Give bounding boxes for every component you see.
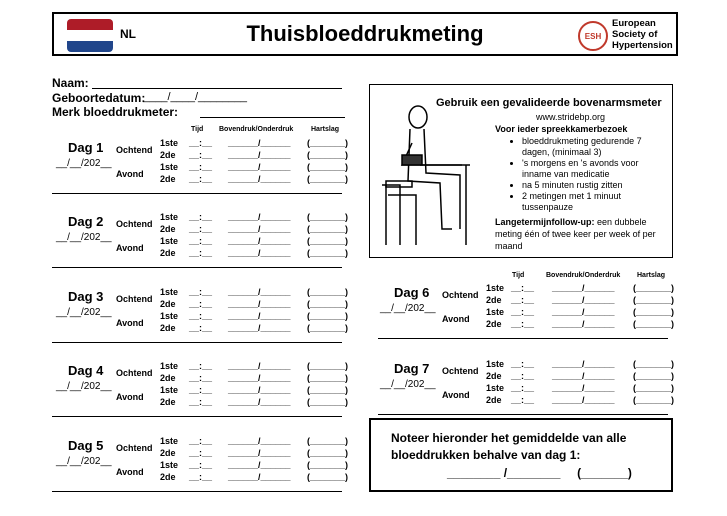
hr-field[interactable]: (_______) <box>307 224 349 234</box>
bp-field[interactable]: ______/______ <box>228 436 291 446</box>
reading-label: 1ste <box>160 212 179 222</box>
day-divider <box>52 342 342 343</box>
bp-field[interactable]: ______/______ <box>552 359 615 369</box>
day-label: Dag 2 <box>68 214 104 229</box>
slot-morning: Ochtend <box>116 294 153 304</box>
col-time: Tijd <box>191 126 204 133</box>
day-date[interactable]: __/__/202__ <box>56 307 112 318</box>
slot-morning: Ochtend <box>116 443 153 453</box>
reading-label: 2de <box>160 174 176 184</box>
slot-morning: Ochtend <box>116 145 153 155</box>
time-field[interactable]: __:__ <box>511 371 535 381</box>
time-field[interactable]: __:__ <box>189 385 213 395</box>
time-field[interactable]: __:__ <box>511 359 535 369</box>
col-time-right: Tijd <box>512 272 525 279</box>
hr-field[interactable]: (_______) <box>307 385 349 395</box>
bp-field[interactable]: ______/______ <box>552 319 615 329</box>
hr-field[interactable]: (_______) <box>633 283 675 293</box>
slot-evening: Avond <box>442 390 470 400</box>
page-title: Thuisbloeddrukmeting <box>246 21 484 46</box>
hr-field[interactable]: (_______) <box>307 174 349 184</box>
time-field[interactable]: __:__ <box>189 472 213 482</box>
time-field[interactable]: __:__ <box>511 395 535 405</box>
bp-field[interactable]: ______/______ <box>552 283 615 293</box>
hr-field[interactable]: (_______) <box>633 295 675 305</box>
time-field[interactable]: __:__ <box>189 311 213 321</box>
info-url[interactable]: www.stridebp.org <box>536 112 606 122</box>
time-field[interactable]: __:__ <box>511 319 535 329</box>
bp-field[interactable]: ______/______ <box>228 150 291 160</box>
hr-field[interactable]: (_______) <box>307 373 349 383</box>
info-subheading: Voor ieder spreekkamerbezoek <box>495 124 628 134</box>
time-field[interactable]: __:__ <box>189 323 213 333</box>
reading-label: 1ste <box>486 283 505 293</box>
hr-field[interactable]: (_______) <box>307 287 349 297</box>
time-field[interactable]: __:__ <box>189 174 213 184</box>
day-date[interactable]: __/__/202__ <box>56 232 112 243</box>
reading-label: 1ste <box>160 436 179 446</box>
slot-evening: Avond <box>116 318 144 328</box>
slot-evening: Avond <box>442 314 470 324</box>
reading-label: 2de <box>486 295 502 305</box>
bp-field[interactable]: ______/______ <box>228 248 291 258</box>
hr-field[interactable]: (_______) <box>633 307 675 317</box>
bp-field[interactable]: ______/______ <box>228 385 291 395</box>
day-label: Dag 3 <box>68 289 104 304</box>
slot-morning: Ochtend <box>442 290 479 300</box>
bp-field[interactable]: ______/______ <box>228 361 291 371</box>
reading-label: 2de <box>486 371 502 381</box>
hr-field[interactable]: (_______) <box>307 212 349 222</box>
time-field[interactable]: __:__ <box>189 460 213 470</box>
average-field[interactable]: ________ /________ (_______) <box>447 466 632 480</box>
day-label: Dag 4 <box>68 363 104 378</box>
hr-field[interactable]: (_______) <box>307 162 349 172</box>
bp-field[interactable]: ______/______ <box>228 287 291 297</box>
time-field[interactable]: __:__ <box>189 287 213 297</box>
day-date[interactable]: __/__/202__ <box>56 158 112 169</box>
col-hr-right: Hartslag <box>637 272 666 279</box>
day-label: Dag 5 <box>68 438 104 453</box>
col-hr: Hartslag <box>311 126 340 133</box>
hr-field[interactable]: (_______) <box>633 319 675 329</box>
time-field[interactable]: __:__ <box>511 295 535 305</box>
reading-label: 2de <box>160 472 176 482</box>
bullet-item: • bloeddrukmeting gedurende 7 dagen, (minimaal 3) <box>522 136 670 158</box>
reading-label: 2de <box>160 323 176 333</box>
slot-evening: Avond <box>116 392 144 402</box>
time-field[interactable]: __:__ <box>189 212 213 222</box>
bp-field[interactable]: ______/______ <box>552 395 615 405</box>
hr-field[interactable]: (_______) <box>307 448 349 458</box>
day-divider <box>378 414 668 415</box>
time-field[interactable]: __:__ <box>189 236 213 246</box>
info-bullets <box>510 136 670 213</box>
bp-field[interactable]: ______/______ <box>228 138 291 148</box>
reading-label: 2de <box>486 395 502 405</box>
reading-label: 2de <box>160 224 176 234</box>
bp-field[interactable]: ______/______ <box>228 460 291 470</box>
name-label: Naam: <box>52 76 89 90</box>
bp-field[interactable]: ______/______ <box>228 174 291 184</box>
col-bp: Bovendruk/Onderdruk <box>219 126 294 133</box>
hr-field[interactable]: (_______) <box>307 236 349 246</box>
info-heading: Gebruik een gevalideerde bovenarmsmeter <box>436 97 662 109</box>
reading-label: 1ste <box>160 138 179 148</box>
bp-field[interactable]: ______/______ <box>228 236 291 246</box>
esh-logo-icon: ESH <box>578 21 608 51</box>
reading-label: 1ste <box>160 385 179 395</box>
reading-label: 1ste <box>486 307 505 317</box>
hr-field[interactable]: (_______) <box>633 383 675 393</box>
device-label: Merk bloeddrukmeter: <box>52 105 179 119</box>
hr-field[interactable]: (_______) <box>307 397 349 407</box>
bullet-item: • 's morgens en 's avonds voor inname van medicatie <box>522 158 670 180</box>
time-field[interactable]: __:__ <box>189 150 213 160</box>
dob-field[interactable]: ____/____/________ <box>143 91 247 103</box>
reading-label: 1ste <box>160 460 179 470</box>
slot-evening: Avond <box>116 467 144 477</box>
time-field[interactable]: __:__ <box>189 138 213 148</box>
time-field[interactable]: __:__ <box>511 383 535 393</box>
dob-label: Geboortedatum: <box>52 91 146 105</box>
hr-field[interactable]: (_______) <box>633 395 675 405</box>
bp-field[interactable]: ______/______ <box>228 397 291 407</box>
bp-field[interactable]: ______/______ <box>552 307 615 317</box>
bp-field[interactable]: ______/______ <box>552 383 615 393</box>
reading-label: 2de <box>160 150 176 160</box>
day-date[interactable]: __/__/202__ <box>380 303 436 314</box>
hr-field[interactable]: (_______) <box>307 460 349 470</box>
device-field[interactable] <box>200 117 345 118</box>
hr-field[interactable]: (_______) <box>307 299 349 309</box>
bp-field[interactable]: ______/______ <box>552 295 615 305</box>
bp-field[interactable]: ______/______ <box>228 162 291 172</box>
reading-label: 2de <box>486 319 502 329</box>
bp-field[interactable]: ______/______ <box>228 212 291 222</box>
hr-field[interactable]: (_______) <box>307 472 349 482</box>
slot-evening: Avond <box>116 169 144 179</box>
hr-field[interactable]: (_______) <box>633 371 675 381</box>
hr-field[interactable]: (_______) <box>307 150 349 160</box>
day-divider <box>52 193 342 194</box>
day-date[interactable]: __/__/202__ <box>380 379 436 390</box>
slot-evening: Avond <box>116 243 144 253</box>
time-field[interactable]: __:__ <box>189 224 213 234</box>
patient-measuring-illustration <box>380 103 470 253</box>
country-code: NL <box>120 27 136 41</box>
bullet-item: • 2 metingen met 1 minuut tussenpauze <box>522 191 670 213</box>
time-field[interactable]: __:__ <box>189 299 213 309</box>
day-label: Dag 6 <box>394 285 430 300</box>
reading-label: 1ste <box>160 236 179 246</box>
reading-label: 1ste <box>486 359 505 369</box>
time-field[interactable]: __:__ <box>189 397 213 407</box>
day-divider <box>52 416 342 417</box>
bp-field[interactable]: ______/______ <box>228 299 291 309</box>
bp-field[interactable]: ______/______ <box>228 373 291 383</box>
org-name: European Society of Hypertension <box>612 18 673 51</box>
time-field[interactable]: __:__ <box>189 436 213 446</box>
reading-label: 2de <box>160 373 176 383</box>
info-followup: Langetermijnfollow-up: een dubbele meting één of twee keer per week of per maand <box>495 217 656 251</box>
hr-field[interactable]: (_______) <box>307 361 349 371</box>
reading-label: 1ste <box>160 287 179 297</box>
day-divider <box>52 491 342 492</box>
time-field[interactable]: __:__ <box>189 448 213 458</box>
day-label: Dag 7 <box>394 361 430 376</box>
bp-field[interactable]: ______/______ <box>228 224 291 234</box>
bp-field[interactable]: ______/______ <box>228 323 291 333</box>
day-date[interactable]: __/__/202__ <box>56 381 112 392</box>
time-field[interactable]: __:__ <box>189 248 213 258</box>
hr-field[interactable]: (_______) <box>307 311 349 321</box>
slot-morning: Ochtend <box>116 368 153 378</box>
time-field[interactable]: __:__ <box>189 361 213 371</box>
time-field[interactable]: __:__ <box>189 373 213 383</box>
reading-label: 1ste <box>160 311 179 321</box>
hr-field[interactable]: (_______) <box>307 323 349 333</box>
bp-field[interactable]: ______/______ <box>228 311 291 321</box>
bp-field[interactable]: ______/______ <box>228 472 291 482</box>
average-text: Noteer hieronder het gemiddelde van alle bloeddrukken behalve van dag 1: <box>391 431 627 462</box>
time-field[interactable]: __:__ <box>511 283 535 293</box>
reading-label: 2de <box>160 248 176 258</box>
slot-morning: Ochtend <box>116 219 153 229</box>
time-field[interactable]: __:__ <box>189 162 213 172</box>
day-date[interactable]: __/__/202__ <box>56 456 112 467</box>
header <box>52 12 678 56</box>
time-field[interactable]: __:__ <box>511 307 535 317</box>
reading-label: 1ste <box>486 383 505 393</box>
day-divider <box>52 267 342 268</box>
instructions-box <box>369 84 673 258</box>
bp-field[interactable]: ______/______ <box>552 371 615 381</box>
reading-label: 1ste <box>160 162 179 172</box>
reading-label: 1ste <box>160 361 179 371</box>
reading-label: 2de <box>160 397 176 407</box>
average-box <box>369 418 673 492</box>
day-label: Dag 1 <box>68 140 104 155</box>
hr-field[interactable]: (_______) <box>307 436 349 446</box>
reading-label: 2de <box>160 448 176 458</box>
day-divider <box>378 338 668 339</box>
hr-field[interactable]: (_______) <box>307 248 349 258</box>
bp-field[interactable]: ______/______ <box>228 448 291 458</box>
reading-label: 2de <box>160 299 176 309</box>
col-bp-right: Bovendruk/Onderdruk <box>546 272 621 279</box>
hr-field[interactable]: (_______) <box>307 138 349 148</box>
name-field[interactable] <box>92 88 342 89</box>
hr-field[interactable]: (_______) <box>633 359 675 369</box>
slot-morning: Ochtend <box>442 366 479 376</box>
bullet-item: • na 5 minuten rustig zitten <box>522 180 670 191</box>
